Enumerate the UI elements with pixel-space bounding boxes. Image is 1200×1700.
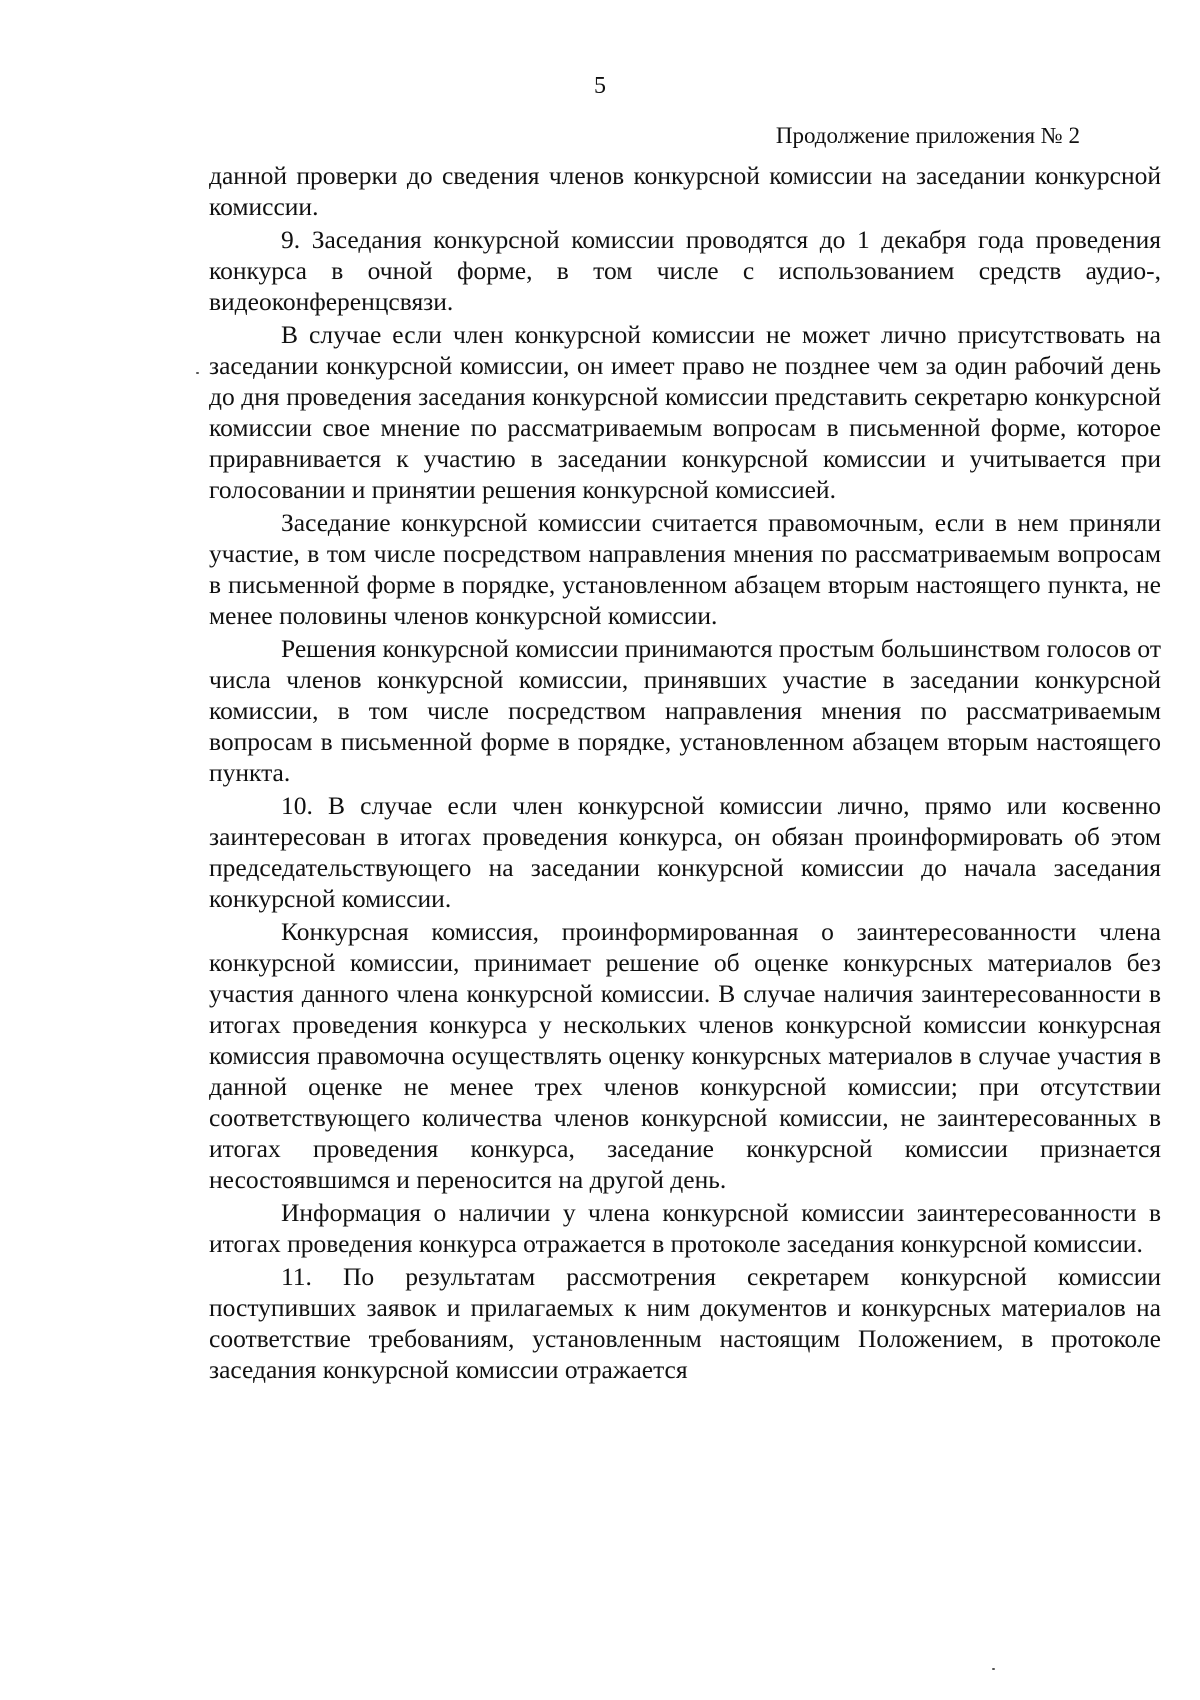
- appendix-continuation-note: Продолжение приложения № 2: [775, 123, 1080, 148]
- document-body: [209, 160, 1161, 1387]
- paragraph: Информация о наличии у члена конкурсной комиссии заинтересованности в итогах проведения конкурса отражается в протоколе заседания конкурсной комиссии.: [209, 1198, 1161, 1258]
- paragraph: Конкурсная комиссия, проинформированная о заинтересованности члена конкурсной комиссии, принимает решение об оценке конкурсных материалов без участия данного члена конкурсной комиссии. В случае наличия заинтересованности в итогах проведения конкурса у нескольких членов конкурсной комиссии конкурсная комиссия правомочна осуществлять оценку конкурсных материалов в случае участия в данной оценке не менее трех членов конкурсной комиссии; при отсутствии соответствующего количества членов конкурсной комиссии, не заинтересованных в итогах проведения конкурса, заседание конкурсной комиссии признается несостоявшимся и переносится на другой день.: [209, 917, 1161, 1194]
- scan-speck: [992, 1668, 995, 1670]
- page-number: 5: [594, 73, 606, 99]
- paragraph: Заседание конкурсной комиссии считается правомочным, если в нем приняли участие, в том числе посредством направления мнения по рассматриваемым вопросам в письменной форме в порядке, установленном абзацем вторым настоящего пункта, не менее половины членов конкурсной комиссии.: [209, 508, 1161, 630]
- paragraph: 11. По результатам рассмотрения секретарем конкурсной комиссии поступивших заявок и прилагаемых к ним документов и конкурсных материалов на соответствие требованиям, установленным настоящим Положением, в протоколе заседания конкурсной комиссии отражается: [209, 1262, 1161, 1384]
- paragraph: данной проверки до сведения членов конкурсной комиссии на заседании конкурсной комиссии.: [209, 161, 1161, 221]
- paragraph: Решения конкурсной комиссии принимаются простым большинством голосов от числа членов конкурсной комиссии, принявших участие в заседании конкурсной комиссии, в том числе посредством направления мнения по рассматриваемым вопросам в письменной форме в порядке, установленном абзацем вторым настоящего пункта.: [209, 634, 1161, 787]
- paragraph: 9. Заседания конкурсной комиссии проводятся до 1 декабря года проведения конкурса в очной форме, в том числе с использованием средств аудио-, видеоконференцсвязи.: [209, 225, 1161, 316]
- scan-speck: [196, 372, 199, 374]
- paragraph: В случае если член конкурсной комиссии не может лично присутствовать на заседании конкурсной комиссии, он имеет право не позднее чем за один рабочий день до дня проведения заседания конкурсной комиссии представить секретарю конкурсной комиссии свое мнение по рассматриваемым вопросам в письменной форме, которое приравнивается к участию в заседании конкурсной комиссии и учитывается при голосовании и принятии решения конкурсной комиссией.: [209, 320, 1161, 504]
- paragraph: 10. В случае если член конкурсной комиссии лично, прямо или косвенно заинтересован в итогах проведения конкурса, он обязан проинформировать об этом председательствующего на заседании конкурсной комиссии до начала заседания конкурсной комиссии.: [209, 791, 1161, 913]
